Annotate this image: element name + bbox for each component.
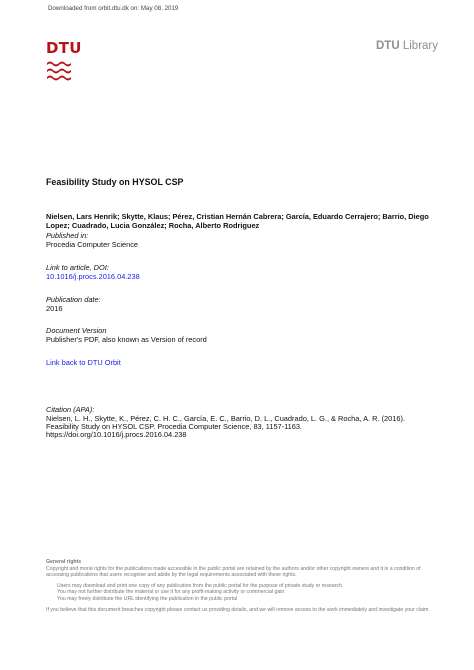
citation-line-3: https://doi.org/10.1016/j.procs.2016.04.238 — [46, 430, 187, 439]
takedown-notice: If you believe that this document breaches copyright please contact us providing details, and we will remove access to the work immediately and investigate your claim. — [46, 606, 430, 613]
published-in-value: Procedia Computer Science — [46, 240, 139, 249]
doi-label: Link to article, DOI: — [46, 263, 109, 272]
download-note: Downloaded from orbit.dtu.dk on: May 08, 2019 — [48, 5, 179, 12]
dtu-logo — [46, 39, 82, 83]
citation-line-2: Feasibility Study on HYSOL CSP. Procedia Computer Science, 83, 1157-1163. — [46, 422, 303, 431]
library-prefix: DTU — [376, 40, 400, 52]
document-version-value: Publisher's PDF, also known as Version of record — [46, 335, 207, 344]
publication-date-value: 2016 — [46, 304, 63, 313]
publication-date-label: Publication date: — [46, 295, 101, 304]
published-in-label: Published in: — [46, 231, 89, 240]
rights-text: Copyright and moral rights for the publications made accessible in the public portal are retained by the authors and/or other copyright owners and it is a condition of accessing publications that users recognise and abide by the legal requirements associated with these rights. — [46, 565, 421, 579]
paper-title: Feasibility Study on HYSOL CSP — [46, 177, 184, 187]
rights-bullet-2: You may not further distribute the material or use it for any profit-making activity or commercial gain — [57, 589, 285, 596]
citation-line-1: Nielsen, L. H., Skytte, K., Pérez, C. H. C., García, E. C., Barrio, D. L., Cuadrado, L. G., & Rocha, A. R. (2016). — [46, 414, 405, 423]
dtu-logo-waves-icon — [46, 59, 72, 83]
dtu-library-logo — [376, 40, 438, 52]
rights-bullet-1: Users may download and print one copy of any publication from the public portal for the purpose of private study or research. — [57, 582, 344, 589]
authors: Nielsen, Lars Henrik; Skytte, Klaus; Pérez, Cristian Hernán Cabrera; García, Eduardo Cerrajero; Barrio, Diego Lopez; Cuadrado, Lucia González; Rocha, Alberto Rodriguez — [46, 212, 429, 231]
doi-link[interactable]: 10.1016/j.procs.2016.04.238 — [46, 272, 140, 281]
citation-label: Citation (APA): — [46, 405, 95, 414]
general-rights-heading: General rights — [46, 559, 82, 565]
library-name: Library — [402, 40, 438, 52]
dtu-logo-text: DTU — [46, 39, 82, 57]
document-version-label: Document Version — [46, 326, 107, 335]
rights-bullet-3: You may freely distribute the URL identifying the publication in the public portal — [57, 595, 238, 602]
general-rights-section — [46, 559, 441, 613]
orbit-link[interactable]: Link back to DTU Orbit — [46, 358, 121, 367]
